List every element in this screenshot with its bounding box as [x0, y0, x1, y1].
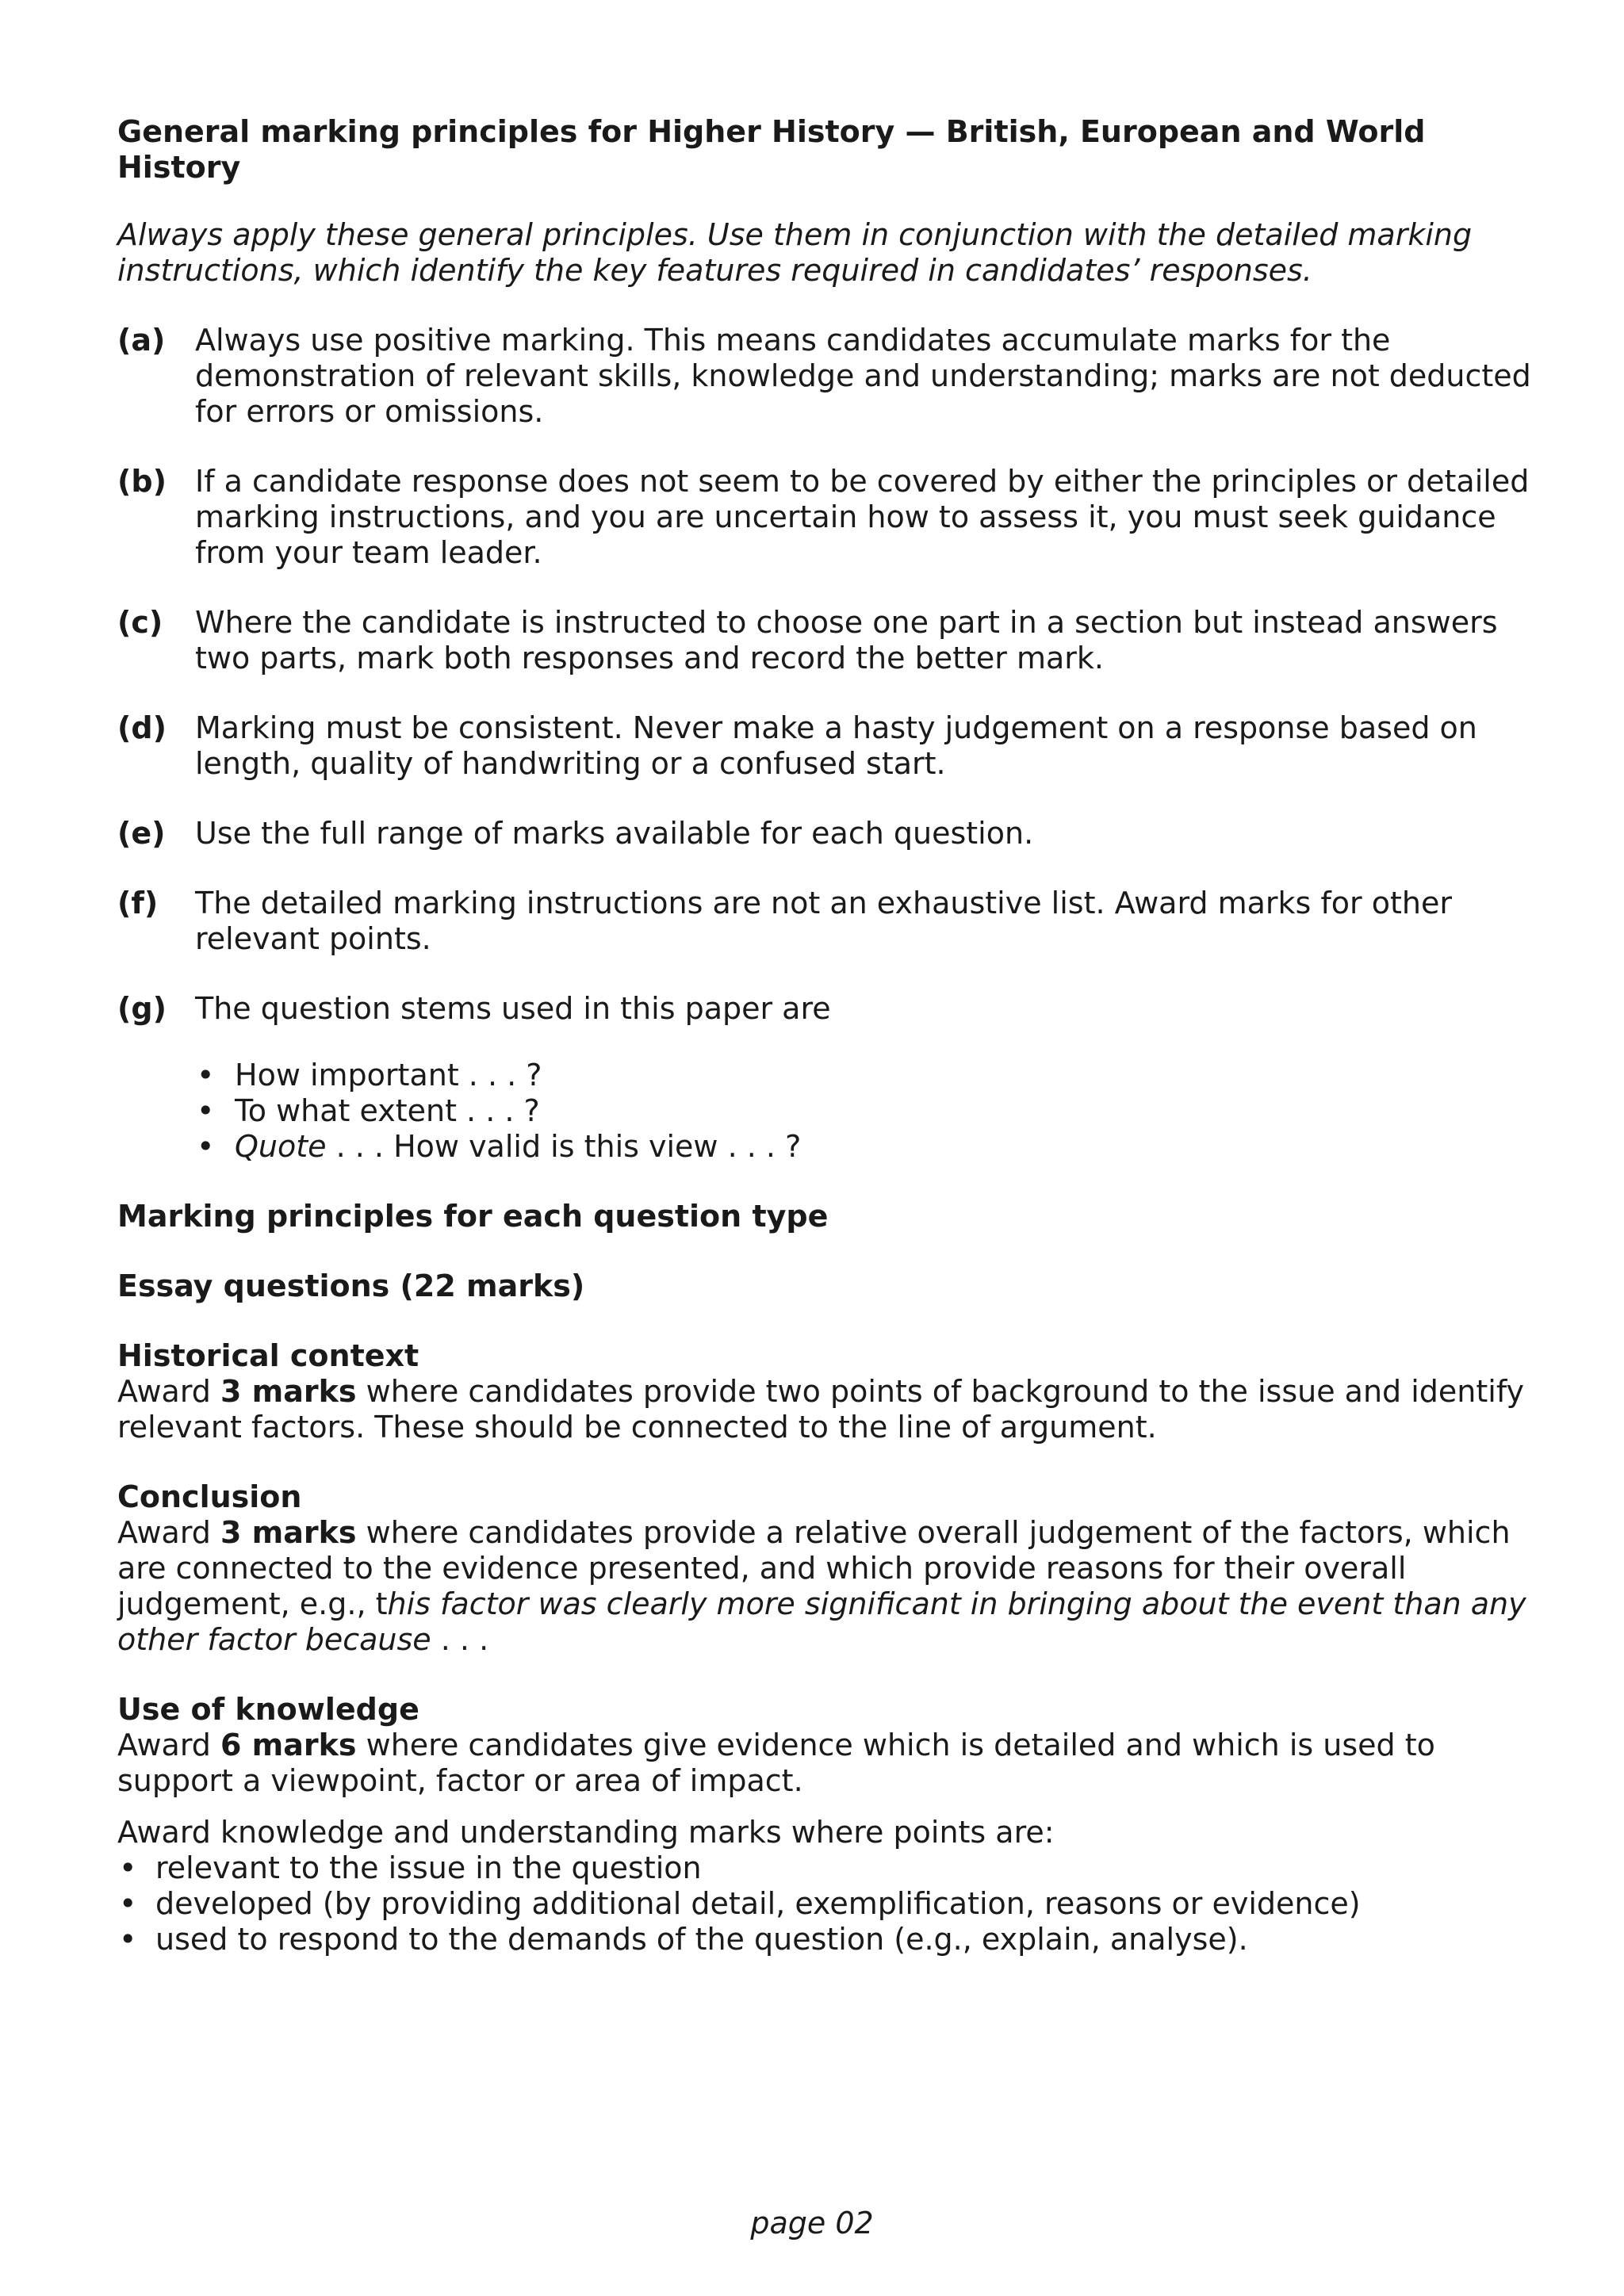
historical-context-text: [117, 1374, 1545, 1445]
text-span: where candidates provide a relative overall judgement of the factors, which are connected to the evidence presented, and which provide reasons for their overall judgement, e.g., t: [117, 1515, 1511, 1621]
section-heading: Marking principles for each question type: [117, 1199, 829, 1234]
subheading-use-of-knowledge: Use of knowledge: [117, 1692, 419, 1727]
marks-value: 3 marks: [220, 1515, 357, 1550]
list-item: [195, 1058, 1545, 1093]
principle-letter: (b): [117, 464, 167, 499]
conclusion-block: [117, 1479, 1545, 1658]
stem-text: To what extent . . . ?: [235, 1093, 540, 1128]
text-span: Award: [117, 1374, 220, 1409]
principle-d: [117, 710, 1545, 782]
use-of-knowledge-text: [117, 1728, 1545, 1799]
principle-a: [117, 323, 1545, 430]
knowledge-intro: Award knowledge and understanding marks where points are:: [117, 1815, 1055, 1850]
principle-text: Use the full range of marks available for each question.: [195, 816, 1034, 851]
question-stems-list: [195, 1058, 1545, 1165]
historical-context-block: [117, 1338, 1545, 1445]
principle-text: Marking must be consistent. Never make a hasty judgement on a response based on length, quality of handwriting or a confused start.: [195, 710, 1477, 781]
principle-text: The detailed marking instructions are not an exhaustive list. Award marks for other relevant points.: [195, 886, 1452, 956]
principles-list: [117, 323, 1545, 1027]
principle-text: If a candidate response does not seem to be covered by either the principles or detailed marking instructions, and you are uncertain how to assess it, you must seek guidance from your team leader.: [195, 464, 1530, 570]
stem-text: . . . How valid is this view . . . ?: [326, 1129, 802, 1164]
principle-text: Always use positive marking. This means candidates accumulate marks for the demonstration of relevant skills, knowledge and understanding; marks are not deducted for errors or omissions.: [195, 323, 1531, 429]
principle-c: [117, 605, 1545, 676]
list-item: • used to respond to the demands of the question (e.g., explain, analyse).: [117, 1922, 1545, 1957]
list-item: [195, 1093, 1545, 1129]
principle-letter: (e): [117, 816, 166, 851]
text-span: where candidates provide two points of background to the issue and identify relevant factors. These should be connected to the line of argument.: [117, 1374, 1525, 1445]
principle-letter: (c): [117, 605, 163, 640]
list-item: • relevant to the issue in the question: [117, 1850, 1545, 1886]
principle-letter: (g): [117, 991, 167, 1026]
text-span: Award: [117, 1515, 220, 1550]
principle-text: Where the candidate is instructed to choose one part in a section but instead answers two parts, mark both responses and record the better mark.: [195, 605, 1498, 675]
principle-g: [117, 991, 1545, 1027]
conclusion-example: his factor was clearly more significant in bringing about the event than any other factor because: [117, 1586, 1526, 1657]
list-item: [195, 1129, 1545, 1165]
stem-text: How important . . . ?: [235, 1058, 542, 1093]
subheading-conclusion: Conclusion: [117, 1479, 302, 1514]
page-number: page 02: [750, 2206, 874, 2241]
principle-text: The question stems used in this paper are: [195, 991, 831, 1026]
principle-e: [117, 816, 1545, 851]
text-span: . . .: [431, 1622, 489, 1657]
principle-b: [117, 464, 1545, 571]
marks-value: 6 marks: [220, 1728, 357, 1762]
principle-f: [117, 886, 1545, 957]
text-span: Award: [117, 1728, 220, 1762]
page-title: General marking principles for Higher History — British, European and World History: [117, 114, 1426, 185]
use-of-knowledge-block: [117, 1692, 1545, 1799]
essay-heading: Essay questions (22 marks): [117, 1269, 585, 1303]
list-item: • developed (by providing additional detail, exemplification, reasons or evidence): [117, 1886, 1545, 1922]
subheading-historical-context: Historical context: [117, 1338, 419, 1373]
intro-text: Always apply these general principles. Use them in conjunction with the detailed marking instructions, which identify the key features required in candidates’ responses.: [117, 217, 1473, 288]
principle-letter: (a): [117, 323, 166, 358]
stem-quote-word: Quote: [235, 1129, 327, 1164]
knowledge-points-list: [117, 1850, 1545, 1957]
marks-value: 3 marks: [220, 1374, 357, 1409]
conclusion-text: [117, 1515, 1545, 1658]
principle-letter: (d): [117, 710, 167, 745]
principle-letter: (f): [117, 886, 159, 920]
text-span: where candidates give evidence which is detailed and which is used to support a viewpoint, factor or area of impact.: [117, 1728, 1435, 1798]
